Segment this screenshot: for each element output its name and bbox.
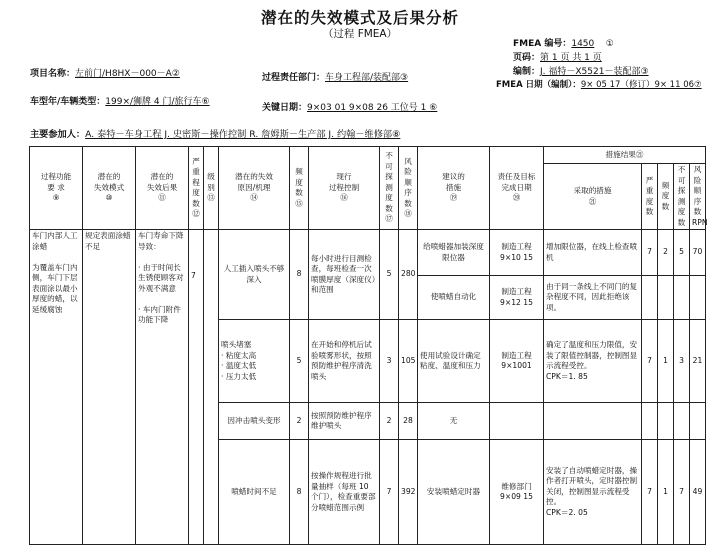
col-failure-mode: 潜在的 失效模式 ⑩ [83,147,136,230]
detection-cell: 5 [380,230,399,320]
result-detection-cell: 5 [674,230,690,276]
model-year: 车型年/车辆类型：199×/狮牌 4 门/旅行车⑥ [30,97,210,107]
result-occurrence-cell [658,276,674,320]
result-severity-cell: 7 [642,320,658,403]
result-rpn-cell: 21 [690,320,706,403]
col-responsibility: 责任及目标 完成日期 ⑳ [490,147,544,230]
cause-cell: 人工插入喷头不够深入 [219,230,290,320]
responsibility-cell: 制造工程 9×10 15 [490,230,544,276]
occurrence-cell: 8 [290,440,309,545]
document-subtitle: （过程 FMEA） [322,28,398,40]
cause-cell: 喷头堵塞 · 粘度太高 · 温度太低 · 压力太低 [219,320,290,403]
key-date: 关键日期：9×03 01 9×08 26 工位号 1 ⑥ [262,103,438,113]
responsibility-cell: 制造工程 9×1001 [490,320,544,403]
action-taken-cell: 增加限位器，在线上检查喷机 [544,230,642,276]
responsibility-cell [490,403,544,440]
failure-mode-cell: 规定表面涂蜡不足 [83,230,136,545]
result-detection-cell: 7 [674,440,690,545]
result-rpn-cell: 49 [690,440,706,545]
class-cell [204,230,219,545]
fmea-date: FMEA 日期（编制）：9× 05 17（修订）9× 11 06⑦ [496,80,702,90]
col-occurrence: 频度数⑮ [290,147,309,230]
action-taken-cell: 确定了温度和压力限值，安装了限值控制器，控制图显示流程受控。 CPK＝1. 85 [544,320,642,403]
result-occurrence-cell: 1 [658,320,674,403]
fmea-number: FMEA 编号：1450 ① [513,39,614,49]
result-detection-cell: 3 [674,320,690,403]
col-result-severity: 严重度数 [642,164,658,230]
rpn-cell: 392 [399,440,418,545]
action-taken-cell: 安装了自动喷蜡定时器，操作者打开喷头，定时器控制关闭，控制图显示流程受控。 CPK＝2. 05 [544,440,642,545]
col-cause: 潜在的失效 原因/机理 ⑭ [219,147,290,230]
prepared-by: 编制：J. 福特－X5521－装配部③ [513,67,649,77]
col-action-taken: 采取的措施 ㉑ [544,164,642,230]
detection-cell: 2 [380,403,399,440]
controls-cell: 每小时进行目测检查，每班检查一次喷膜厚度（深度仪）和范围 [309,230,380,320]
table-row [30,230,706,276]
cause-cell: 因冲击喷头变形 [219,403,290,440]
col-function: 过程功能 要 求 ⑨ [30,147,83,230]
recommended-cell: 安装喷蜡定时器 [418,440,490,545]
result-severity-cell: 7 [642,440,658,545]
result-occurrence-cell: 2 [658,230,674,276]
severity-cell: 7 [189,230,204,545]
rpn-cell: 105 [399,320,418,403]
col-detection: 不可探测度数⑰ [380,147,399,230]
responsibility-cell: 维修部门 9×09 15 [490,440,544,545]
page-number: 页码：第 1 页 共 1 页 [513,53,602,63]
result-rpn-cell [690,276,706,320]
col-effect: 潜在的 失效后果 ⑪ [136,147,189,230]
result-detection-cell [674,276,690,320]
result-detection-cell [674,403,690,440]
col-result-rpn: 风险顺序数 RPN [690,164,706,230]
recommended-cell: 给喷蜡器加装深度限位器 [418,230,490,276]
result-rpn-cell: 70 [690,230,706,276]
item-name: 项目名称：左前门/H8HX－000－A② [30,69,180,79]
col-recommended: 建议的 措施 ⑲ [418,147,490,230]
occurrence-cell: 8 [290,230,309,320]
rpn-cell: 28 [399,403,418,440]
fmea-table [29,146,706,545]
result-severity-cell: 7 [642,230,658,276]
process-responsibility: 过程责任部门：车身工程部/装配部③ [262,73,409,83]
col-severity: 严重程度数⑫ [189,147,204,230]
core-team: 主要参加人：A. 泰特－车身工程 J. 史密斯－操作控制 R. 詹姆斯－生产部 J. 约翰－维修部⑧ [30,129,401,140]
responsibility-cell: 制造工程 9×12 15 [490,276,544,320]
result-occurrence-cell [658,403,674,440]
col-results-group: 措施结果㉑ [544,147,706,164]
detection-cell: 7 [380,440,399,545]
occurrence-cell: 5 [290,320,309,403]
document-title: 潜在的失效模式及后果分析 [260,9,459,27]
occurrence-cell: 2 [290,403,309,440]
col-result-detection: 不可探测度数 [674,164,690,230]
controls-cell: 按照预防维护程序维护喷头 [309,403,380,440]
detection-cell: 3 [380,320,399,403]
result-severity-cell [642,276,658,320]
function-cell: 车门内部人工涂蜡 为覆盖车门内侧，车门下层表面涂以最小厚度的蜡，以延缓腐蚀 [30,230,83,545]
col-class: 级 别 ⑬ [204,147,219,230]
col-result-occurrence: 频度数 [658,164,674,230]
result-severity-cell [642,403,658,440]
recommended-cell: 使用试验设计确定粘度、温度和压力 [418,320,490,403]
rpn-cell: 280 [399,230,418,320]
controls-cell: 在开始和停机后试验喷雾形状，按照预防维护程序清洗喷头 [309,320,380,403]
controls-cell: 按操作规程进行批量抽样（每班 10 个门），检查重要部分喷蜡范围示例 [309,440,380,545]
cause-cell: 喷蜡时间不足 [219,440,290,545]
result-rpn-cell [690,403,706,440]
recommended-cell: 使喷蜡自动化 [418,276,490,320]
recommended-cell: 无 [418,403,490,440]
effect-cell: 车门寿命下降导致： · 由于时间长生锈使顾客对外观不满意 · 车内门附件功能下降 [136,230,189,545]
header-row-1 [30,147,706,164]
action-taken-cell [544,403,642,440]
col-rpn: 风险顺序数⑱ [399,147,418,230]
col-controls: 现行 过程控制 ⑯ [309,147,380,230]
action-taken-cell: 由于同一条线上不同门的复杂程度不同，因此拒绝该项。 [544,276,642,320]
result-occurrence-cell: 1 [658,440,674,545]
